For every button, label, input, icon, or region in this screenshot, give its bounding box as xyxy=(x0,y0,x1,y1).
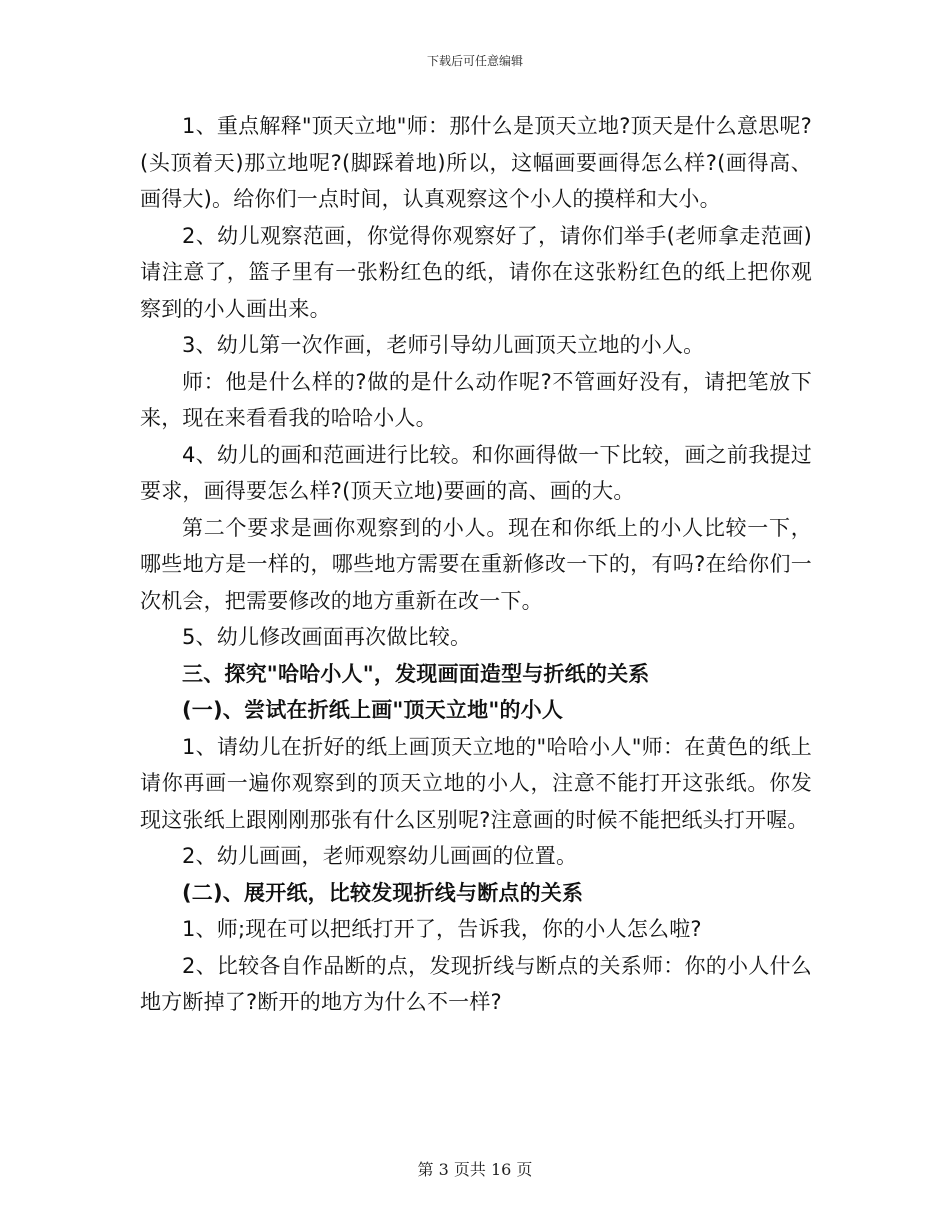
section-heading-3: 三、探究"哈哈小人"，发现画面造型与折纸的关系 xyxy=(182,661,650,686)
paragraph-11: 2、幼儿画画，老师观察幼儿画画的位置。 xyxy=(182,844,578,868)
paragraph-1: 1、重点解释"顶天立地"师：那什么是顶天立地?顶天是什么意思呢?(头顶着天)那立地呢?(脚踩着地)所以，这幅画要画得怎么样?(画得高、画得大)。给你们一点时间，认真观察这个小人的摸样和大小。 xyxy=(140,114,812,211)
paragraph-7: 5、幼儿修改画面再次做比较。 xyxy=(182,625,472,649)
paragraph-3: 3、幼儿第一次作画，老师引导幼儿画顶天立地的小人。 xyxy=(182,333,705,357)
paragraph-4: 师：他是什么样的?做的是什么动作呢?不管画好没有，请把笔放下来，现在来看看我的哈哈小人。 xyxy=(140,369,812,430)
subsection-heading-1: (一)、尝试在折纸上画"顶天立地"的小人 xyxy=(182,698,564,722)
paragraph-10: 1、请幼儿在折好的纸上画顶天立地的"哈哈小人"师：在黄色的纸上请你再画一遍你观察到的顶天立地的小人，注意不能打开这张纸。你发现这张纸上跟刚刚那张有什么区别呢?注意画的时候不能把纸头打开喔。 xyxy=(140,734,812,832)
paragraph-6: 第二个要求是画你观察到的小人。现在和你纸上的小人比较一下，哪些地方是一样的，哪些地方需要在重新修改一下的，有吗?在给你们一次机会，把需要修改的地方重新在改一下。 xyxy=(140,515,812,613)
paragraph-2: 2、幼儿观察范画，你觉得你观察好了，请你们举手(老师拿走范画)请注意了，篮子里有一张粉红色的纸，请你在这张粉红色的纸上把你观察到的小人画出来。 xyxy=(140,223,812,321)
document-body xyxy=(140,108,812,1021)
paragraph-13: 1、师;现在可以把纸打开了，告诉我，你的小人怎么啦? xyxy=(182,917,702,941)
paragraph-5: 4、幼儿的画和范画进行比较。和你画得做一下比较，画之前我提过要求，画得要怎么样?(顶天立地)要画的高、画的大。 xyxy=(140,442,812,503)
page-header: 下载后可任意编辑 xyxy=(426,54,523,68)
page-footer: 第 3 页共 16 页 xyxy=(417,1160,533,1179)
subsection-heading-2: (二)、展开纸，比较发现折线与断点的关系 xyxy=(182,880,584,905)
paragraph-14: 2、比较各自作品断的点，发现折线与断点的关系师：你的小人什么地方断掉了?断开的地方为什么不一样? xyxy=(140,953,812,1014)
